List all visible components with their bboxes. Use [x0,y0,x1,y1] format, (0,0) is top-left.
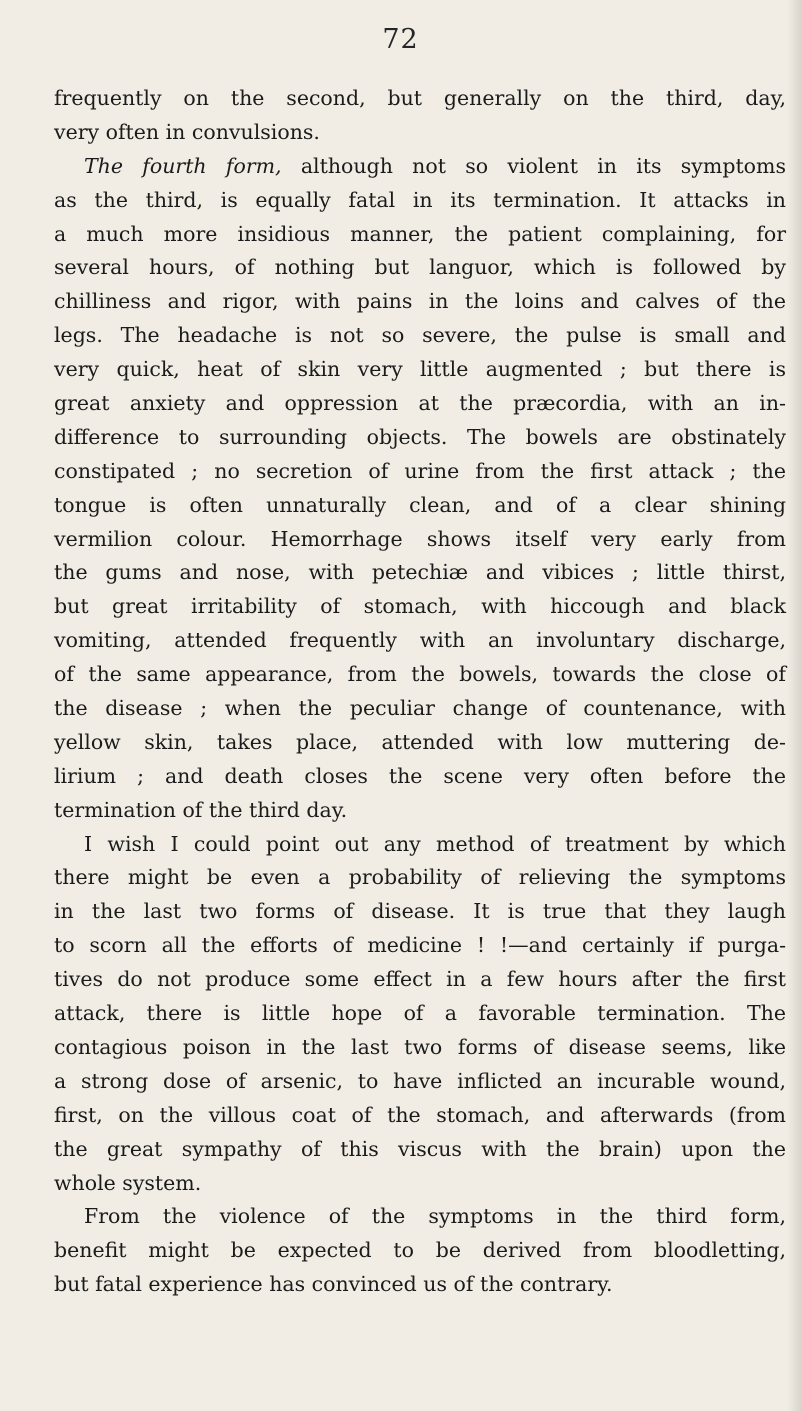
text-run: attack, there is little hope of a favorable termination. The [54,1001,786,1026]
text-run: legs. The headache is not so severe, the pulse is small and [54,323,786,348]
text-run: tives do not produce some effect in a few hours after the first [54,967,786,992]
italic-text: The fourth form, [84,153,282,178]
text-run: difference to surrounding objects. The bowels are obstinately [54,424,786,449]
text-run: frequently on the second, but generally on the third, day, [54,86,786,110]
text-run: but fatal experience has convinced us of the contrary. [54,1272,613,1297]
text-line [54,489,786,523]
text-line [54,1133,786,1167]
text-run: great anxiety and oppression at the præcordia, with an in- [54,391,786,416]
text-run: as the third, is equally fatal in its termination. It attacks in [54,187,786,212]
text-line [54,658,786,692]
text-run: there might be even a probability of relieving the symptoms [54,865,786,890]
text-line [54,1099,786,1133]
page-number: 72 [382,24,419,55]
text-run: whole system. [54,1170,202,1195]
text-run: From the violence of the symptoms in the third form, [84,1204,786,1229]
text-line [54,116,786,150]
text-run: a much more insidious manner, the patient complaining, for [54,221,786,246]
text-line [54,150,786,184]
text-line [54,861,786,895]
text-run: several hours, of nothing but languor, which is followed by [54,255,786,280]
body-text [54,82,786,1302]
text-line [54,760,786,794]
text-line [54,828,786,862]
text-run: very often in convulsions. [54,119,320,144]
text-line [54,353,786,387]
text-line [54,387,786,421]
text-line [54,929,786,963]
page-edge-shadow [787,0,801,1411]
text-line [54,523,786,557]
text-run: the disease ; when the peculiar change of countenance, with [54,696,786,721]
text-line [54,726,786,760]
text-run: a strong dose of arsenic, to have inflicted an incurable wound, [54,1068,786,1093]
text-line [54,251,786,285]
text-line [54,624,786,658]
text-run: although not so violent in its symptoms [281,153,786,178]
text-line [54,319,786,353]
text-line [54,82,786,116]
text-run: contagious poison in the last two forms of disease seems, like [54,1034,786,1059]
text-run: termination of the third day. [54,797,348,822]
text-run: of the same appearance, from the bowels, towards the close of [54,662,786,687]
text-line [54,1200,786,1234]
text-line [54,556,786,590]
text-line [54,590,786,624]
text-run: tongue is often unnaturally clean, and of a clear shining [54,492,786,517]
text-run: vermilion colour. Hemorrhage shows itself very early from [54,526,786,551]
text-line [54,1268,786,1302]
text-line [54,1065,786,1099]
text-line [54,421,786,455]
text-run: first, on the villous coat of the stomach, and afterwards (from [54,1102,786,1127]
text-line [54,1167,786,1201]
text-run: the great sympathy of this viscus with the brain) upon the [54,1136,786,1161]
text-run: in the last two forms of disease. It is true that they laugh [54,899,786,924]
text-run: I wish I could point out any method of treatment by which [84,831,786,856]
text-line [54,692,786,726]
text-run: chilliness and rigor, with pains in the loins and calves of the [54,289,786,314]
text-line [54,895,786,929]
text-line [54,1031,786,1065]
text-run: very quick, heat of skin very little augmented ; but there is [54,357,786,382]
text-line [54,997,786,1031]
text-line [54,184,786,218]
text-line [54,218,786,252]
text-line [54,1234,786,1268]
text-line [54,285,786,319]
text-run: the gums and nose, with petechiæ and vibices ; little thirst, [54,560,786,585]
text-run: constipated ; no secretion of urine from the first attack ; the [54,458,786,483]
text-run: lirium ; and death closes the scene very often before the [54,763,786,788]
text-line [54,963,786,997]
text-run: benefit might be expected to be derived from bloodletting, [54,1238,786,1263]
text-run: but great irritability of stomach, with hiccough and black [54,594,786,619]
text-run: yellow skin, takes place, attended with low muttering de- [54,729,786,754]
text-line [54,794,786,828]
text-run: vomiting, attended frequently with an involuntary discharge, [54,628,786,653]
text-line [54,455,786,489]
text-run: to scorn all the efforts of medicine ! !—and certainly if purga- [54,933,786,958]
